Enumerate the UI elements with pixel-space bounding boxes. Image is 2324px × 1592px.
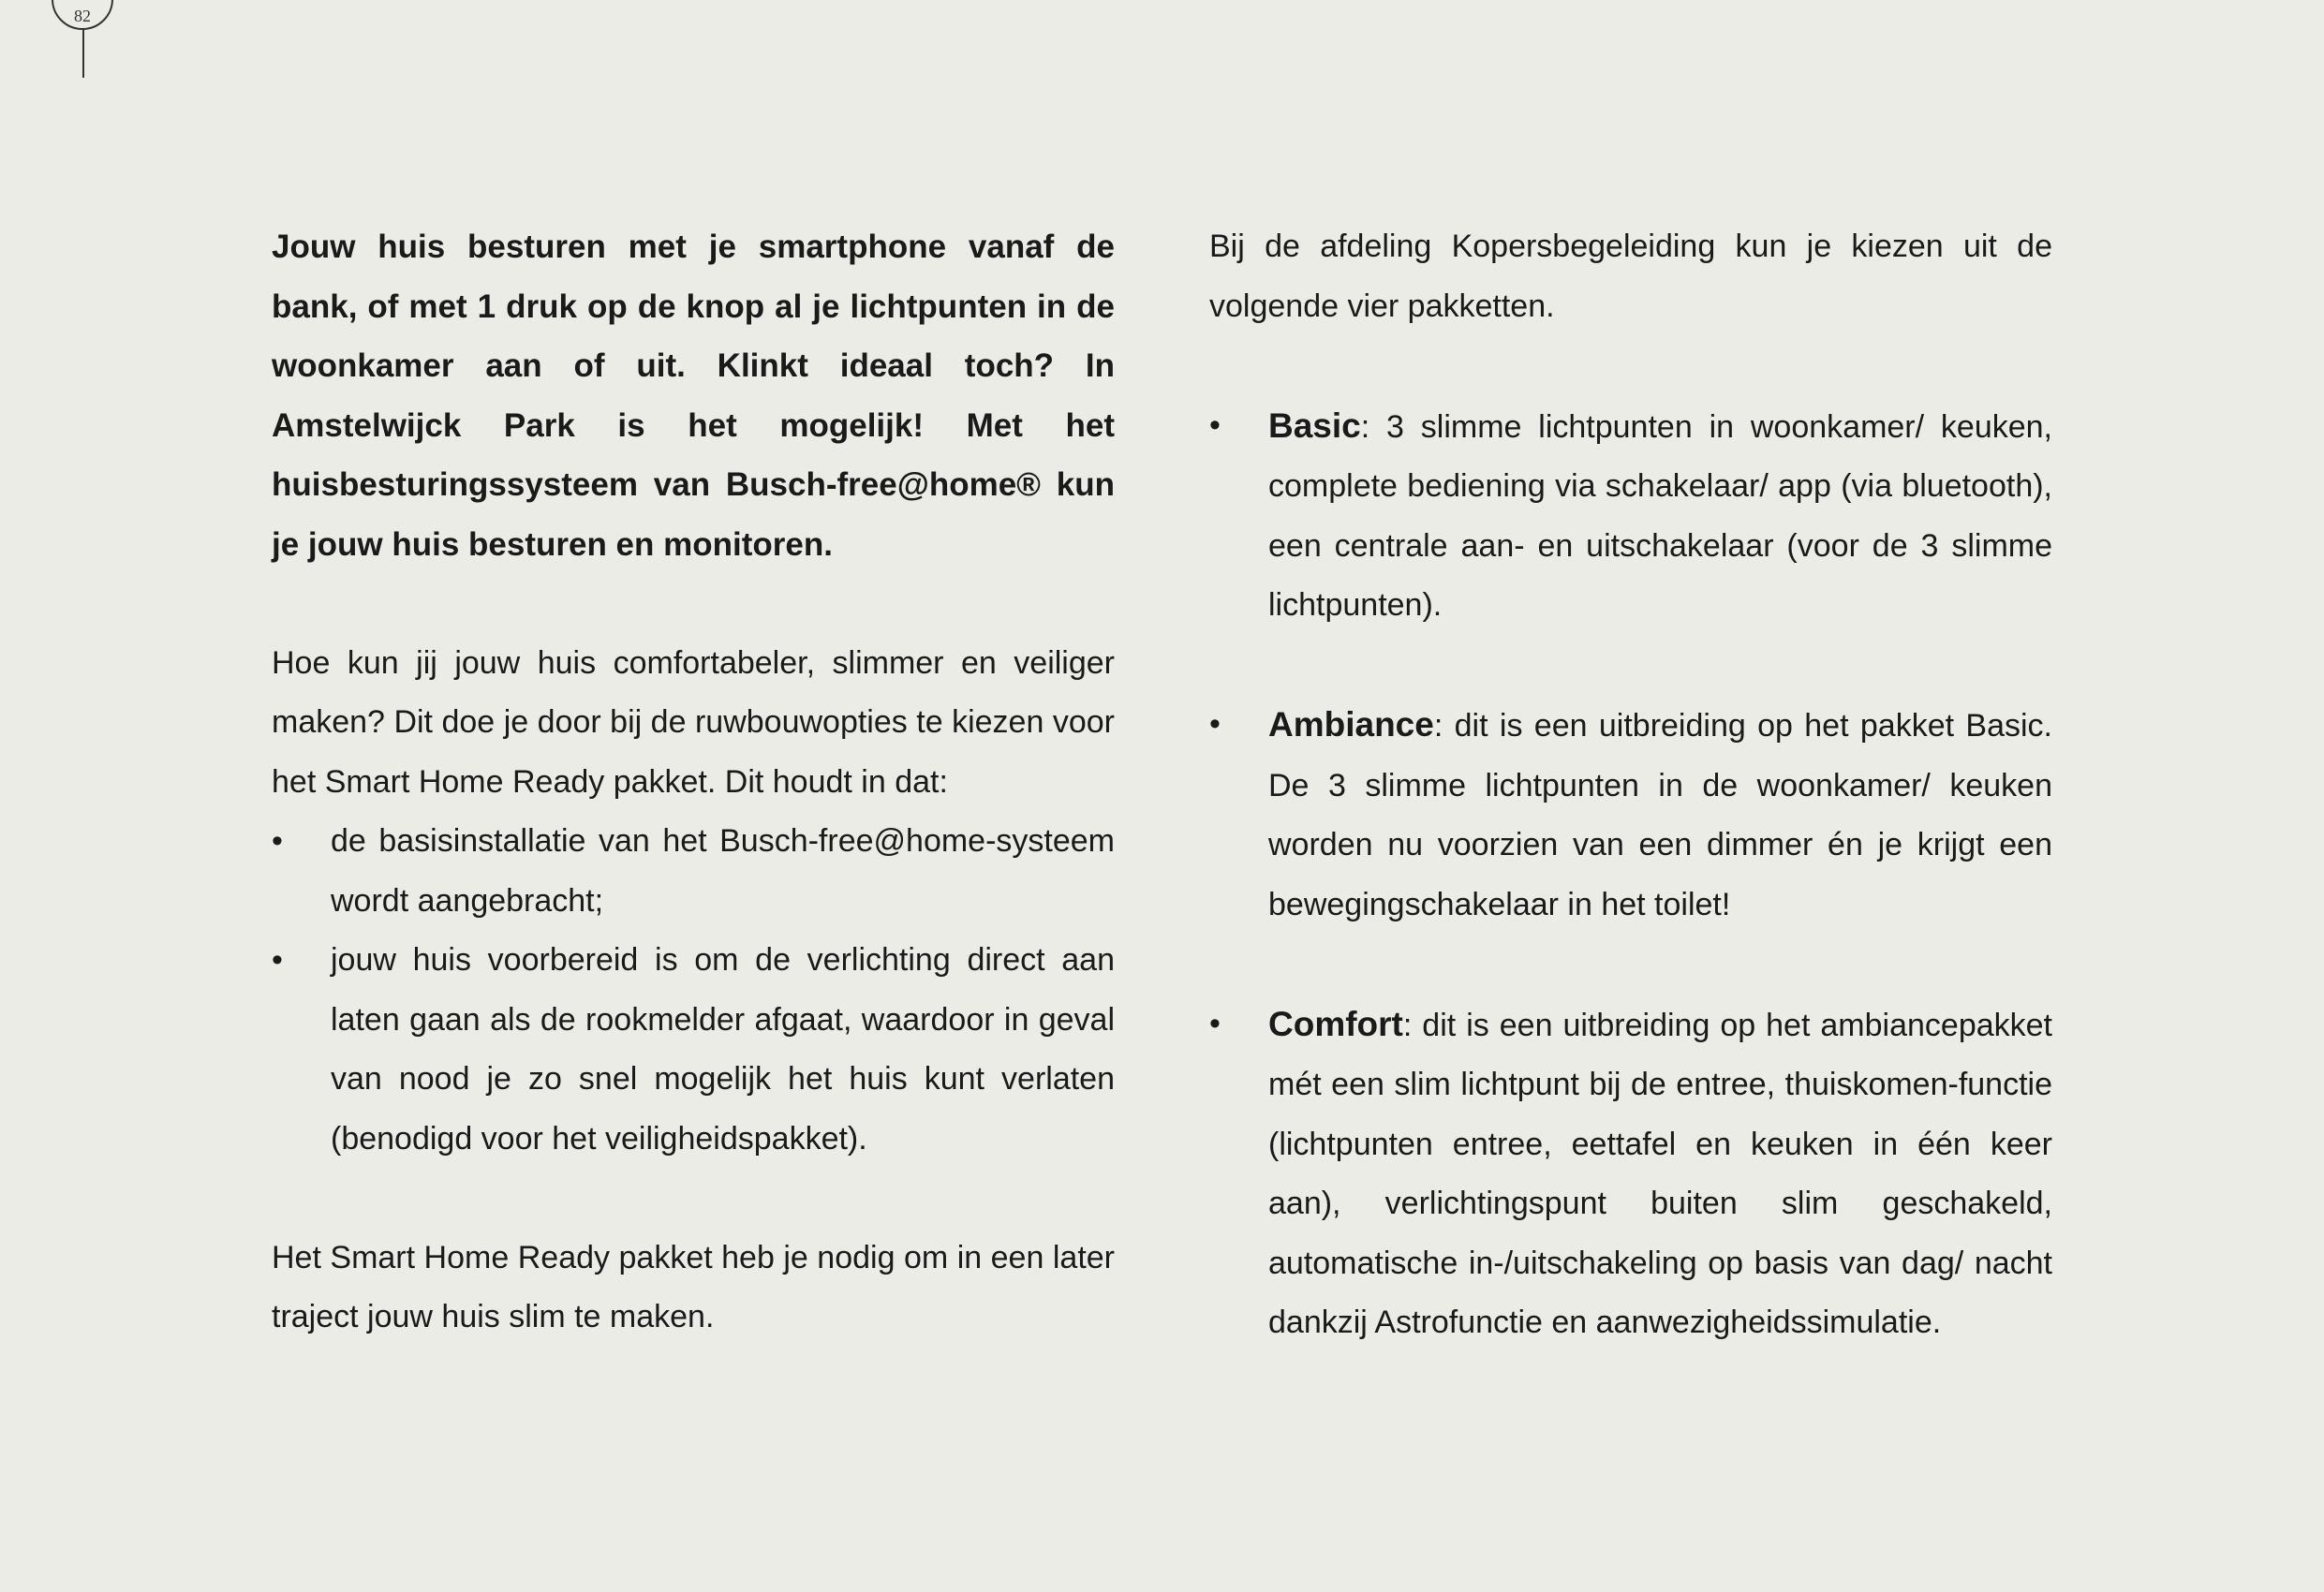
package-item-comfort (1209, 995, 2052, 1353)
package-description: : dit is een uitbreiding op het pakket Basic. De 3 slimme lichtpunten in de woonkamer/ keuken worden nu voorzien van een dimmer én je krijgt een bewegingschakelaar in het toilet! (1268, 708, 2052, 922)
body-paragraph-2: Het Smart Home Ready pakket heb je nodig om in een later traject jouw huis slim te maken. (272, 1239, 1115, 1334)
intro-paragraph: Jouw huis besturen met je smartphone vanaf de bank, of met 1 druk op de knop al je lichtpunten in de woonkamer aan of uit. Klinkt ideaal toch? In Amstelwijck Park is het mogelijk! Met het huisbesturingssysteem van Busch-free@home® kun je jouw huis besturen en monitoren. (272, 228, 1115, 563)
packages-list (1209, 396, 2052, 1353)
bullet-icon: • (272, 823, 283, 859)
bullet-icon: • (1209, 406, 1221, 443)
package-description: : 3 slimme lichtpunten in woonkamer/ keuken, complete bediening via schakelaar/ app (via bluetooth), een centrale aan- en uitschakelaar (voor de 3 slimme lichtpunten). (1268, 408, 2052, 623)
left-column (272, 217, 1115, 1348)
bullet-icon: • (1209, 706, 1221, 742)
right-column (1209, 217, 2052, 1412)
bullet-icon: • (1209, 1005, 1221, 1041)
package-item-basic (1209, 396, 2052, 636)
package-name: Basic (1268, 405, 1361, 445)
list-item (272, 812, 1115, 931)
package-description: : dit is een uitbreiding op het ambiancepakket mét een slim lichtpunt bij de entree, thuiskomen-functie (lichtpunten entree, eettafel en keuken in één keer aan), verlichtingspunt buiten slim geschakeld, automatische in-/uitschakeling op basis van dag/ nacht dankzij Astrofunctie en aanwezigheidssimulatie. (1268, 1007, 2052, 1340)
list-item-text: de basisinstallatie van het Busch-free@home-systeem wordt aangebracht; (331, 823, 1115, 919)
page-number-circle (52, 0, 113, 30)
package-name: Ambiance (1268, 705, 1434, 744)
list-item (272, 931, 1115, 1169)
bullet-icon: • (272, 942, 283, 978)
packages-intro: Bij de afdeling Kopersbegeleiding kun je kiezen uit de volgende vier pakketten. (1209, 228, 2052, 324)
package-item-ambiance (1209, 695, 2052, 935)
package-name: Comfort (1268, 1004, 1403, 1043)
body-paragraph-1: Hoe kun jij jouw huis comfortabeler, slimmer en veiliger maken? Dit doe je door bij de ruwbouwopties te kiezen voor het Smart Home Ready pakket. Dit houdt in dat: (272, 644, 1115, 800)
page-number: 82 (74, 7, 91, 25)
requirements-list (272, 812, 1115, 1169)
list-item-text: jouw huis voorbereid is om de verlichting direct aan laten gaan als de rookmelder afgaat, waardoor in geval van nood je zo snel mogelijk het huis kunt verlaten (benodigd voor het veiligheidspakket). (331, 942, 1115, 1157)
page-marker-line (82, 29, 84, 78)
